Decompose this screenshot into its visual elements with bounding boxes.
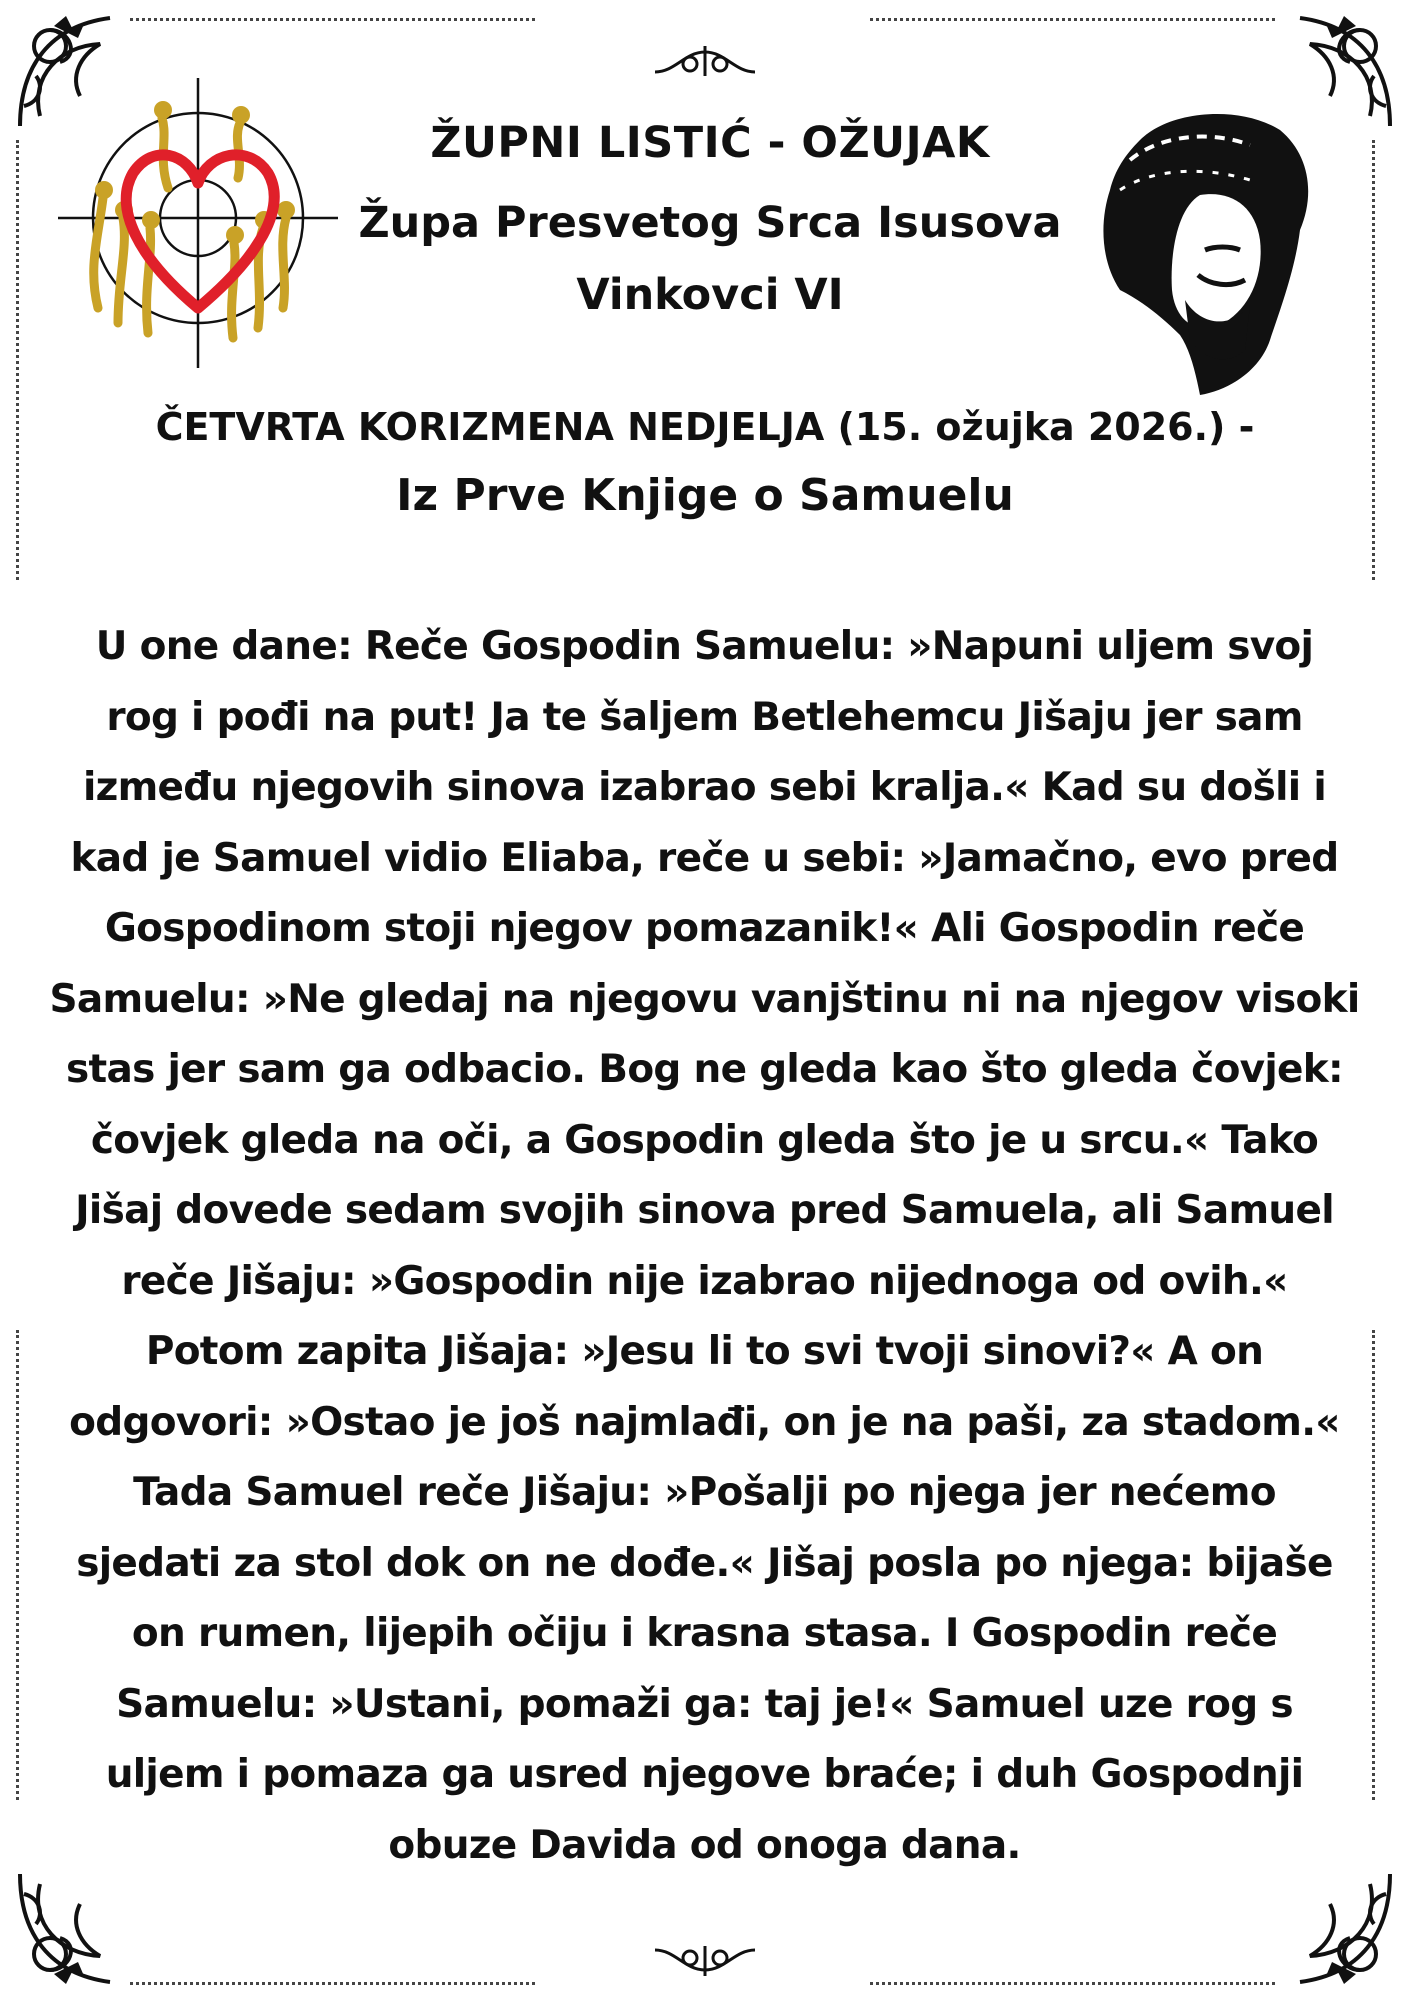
border-top-right-line: [870, 18, 1275, 21]
border-left-upper-line: [16, 140, 19, 580]
parish-logo-icon: [58, 78, 338, 368]
reading-line: rog i pođi na put! Ja te šaljem Betlehemcu Jišaju jer sam: [106, 694, 1303, 740]
reading-line: Gospodinom stoji njegov pomazanik!« Ali Gospodin reče: [104, 906, 1305, 951]
parish-city: Vinkovci VI: [576, 270, 844, 320]
border-right-upper-line: [1372, 140, 1375, 580]
reading-line: sjedati za stol dok on ne dođe.« Jišaj posla po njega: bijaše: [76, 1540, 1333, 1586]
reading-line: uljem i pomaza ga usred njegove braće; i duh Gospodnji: [105, 1752, 1304, 1797]
reading-line: on rumen, lijepih očiju i krasna stasa. I Gospodin reče: [131, 1611, 1278, 1656]
reading-text: [32, 612, 1377, 1881]
reading-line: U one dane: Reče Gospodin Samuelu: »Napuni uljem svoj: [95, 624, 1314, 669]
reading-line: odgovori: »Ostao je još najmlađi, on je na paši, za stadom.«: [69, 1399, 1340, 1445]
border-left-lower-line: [16, 1330, 19, 1800]
reading-line: Tada Samuel reče Jišaju: »Pošalji po njega jer nećemo: [133, 1470, 1276, 1515]
reading-line: Potom zapita Jišaja: »Jesu li to svi tvoji sinovi?« A on: [145, 1329, 1264, 1374]
reading-line: čovjek gleda na oči, a Gospodin gleda što je u srcu.« Tako: [90, 1117, 1319, 1163]
leaflet-title: ŽUPNI LISTIĆ - OŽUJAK: [430, 118, 990, 168]
border-top-left-line: [130, 18, 535, 21]
reading-line: kad je Samuel vidio Eliaba, reče u sebi: »Jamačno, evo pred: [70, 835, 1339, 881]
reading-line: stas jer sam ga odbacio. Bog ne gleda kao što gleda čovjek:: [66, 1047, 1343, 1092]
reading-line: između njegovih sinova izabrao sebi kralja.« Kad su došli i: [82, 765, 1327, 810]
reading-line: reče Jišaju: »Gospodin nije izabrao nijednoga od ovih.«: [121, 1258, 1288, 1304]
reading-line: obuze Davida od onoga dana.: [388, 1822, 1021, 1868]
christ-head-illustration-icon: [1080, 100, 1320, 400]
top-center-ornament-icon: [645, 42, 765, 82]
border-bottom-right-line: [870, 1982, 1275, 1985]
bottom-center-ornament-icon: [645, 1940, 765, 1980]
reading-line: Samuelu: »Ne gledaj na njegovu vanjštinu ni na njegov visoki: [49, 976, 1360, 1022]
sunday-heading: ČETVRTA KORIZMENA NEDJELJA (15. ožujka 2026.) -: [155, 405, 1255, 449]
corner-ornament-bottom-left-icon: [10, 1864, 140, 1994]
reading-source: Iz Prve Knjige o Samuelu: [396, 470, 1014, 521]
parish-name: Župa Presvetog Srca Isusova: [358, 198, 1062, 248]
reading-line: Jišaj dovede sedam svojih sinova pred Samuela, ali Samuel: [75, 1188, 1334, 1233]
corner-ornament-bottom-right-icon: [1270, 1864, 1400, 1994]
border-bottom-left-line: [130, 1982, 535, 1985]
reading-line: Samuelu: »Ustani, pomaži ga: taj je!« Samuel uze rog s: [116, 1681, 1293, 1727]
